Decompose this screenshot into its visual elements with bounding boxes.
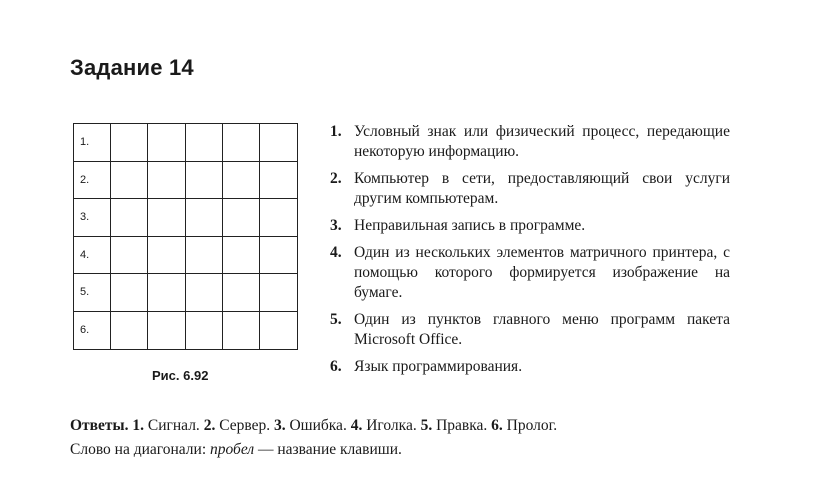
grid-cell: [223, 199, 260, 237]
grid-cell: [111, 124, 148, 162]
grid-cell: [74, 124, 111, 162]
row-number: 4.: [80, 248, 90, 261]
clue-item: [330, 243, 730, 303]
clue-list: [330, 122, 730, 384]
grid-cell: [260, 312, 297, 350]
grid-cell: [223, 162, 260, 200]
grid-cell: [148, 199, 185, 237]
grid-cell: [111, 162, 148, 200]
diagonal-prefix: Слово на диагонали:: [70, 441, 207, 458]
clue-item: [330, 169, 730, 209]
clue-number: 3.: [330, 217, 342, 234]
grid-cell: [186, 237, 223, 275]
grid-cell: [148, 274, 185, 312]
answer-number: 2.: [203, 417, 216, 434]
grid-cell: [186, 162, 223, 200]
grid-cell: [260, 162, 297, 200]
grid-cell: [186, 124, 223, 162]
clue-text: Один из нескольких элементов матричного принтера, с помощью которого формируется изображение на бумаге.: [354, 244, 730, 301]
grid-cell: [111, 237, 148, 275]
clue-text: Язык программирования.: [354, 358, 523, 375]
grid-cell: [111, 274, 148, 312]
diagonal-suffix: — название клавиши.: [257, 441, 402, 458]
grid-cell: [74, 274, 111, 312]
grid-cell: [148, 237, 185, 275]
row-number: 3.: [80, 211, 90, 224]
figure-caption: Рис. 6.92: [152, 368, 209, 383]
grid-cell: [111, 199, 148, 237]
row-number: 5.: [80, 286, 90, 299]
grid-cell: [260, 124, 297, 162]
grid-cell: [148, 312, 185, 350]
grid-cell: [223, 312, 260, 350]
grid-cell: [260, 199, 297, 237]
page-title: Задание 14: [70, 55, 194, 80]
answers-line: [70, 414, 750, 438]
clue-item: [330, 357, 730, 377]
clue-text: Один из пунктов главного меню программ пакета Microsoft Office.: [354, 311, 730, 348]
clue-text: Компьютер в сети, предоставляющий свои услуги другим компьютерам.: [354, 170, 730, 207]
grid-cell: [148, 162, 185, 200]
grid-cell: [186, 312, 223, 350]
row-number: 6.: [80, 324, 90, 337]
answers-block: [70, 414, 750, 462]
answers-label: Ответы.: [70, 417, 129, 434]
answer-text: Ошибка.: [289, 417, 347, 434]
clue-item: [330, 122, 730, 162]
answer-text: Пролог.: [506, 417, 558, 434]
clue-number: 5.: [330, 311, 342, 328]
grid-cell: [74, 162, 111, 200]
clue-number: 6.: [330, 358, 342, 375]
grid-cell: [223, 124, 260, 162]
grid-cell: [223, 274, 260, 312]
clue-number: 4.: [330, 244, 342, 261]
answer-number: 4.: [350, 417, 363, 434]
diagonal-word: пробел: [210, 441, 255, 458]
answer-text: Правка.: [436, 417, 488, 434]
grid-cell: [74, 312, 111, 350]
answer-text: Сервер.: [219, 417, 271, 434]
grid-cell: [74, 237, 111, 275]
row-number: 1.: [80, 136, 90, 149]
clue-number: 2.: [330, 170, 342, 187]
grid-cell: [74, 199, 111, 237]
grid-cell: [186, 199, 223, 237]
clue-text: Условный знак или физический процесс, передающие некоторую информацию.: [354, 123, 730, 160]
grid-cell: [260, 274, 297, 312]
diagonal-line: [70, 438, 750, 462]
answer-number: 5.: [420, 417, 433, 434]
grid-cell: [186, 274, 223, 312]
grid-cell: [260, 237, 297, 275]
row-number: 2.: [80, 173, 90, 186]
answer-number: 1.: [132, 417, 145, 434]
clue-item: [330, 310, 730, 350]
clue-text: Неправильная запись в программе.: [354, 217, 586, 234]
crossword-grid: [73, 123, 298, 350]
grid-cell: [223, 237, 260, 275]
clue-number: 1.: [330, 123, 342, 140]
clue-item: [330, 216, 730, 236]
grid-cell: [111, 312, 148, 350]
answer-number: 3.: [273, 417, 286, 434]
answer-text: Иголка.: [366, 417, 417, 434]
answer-number: 6.: [491, 417, 503, 434]
answer-text: Сигнал.: [147, 417, 200, 434]
grid-cell: [148, 124, 185, 162]
